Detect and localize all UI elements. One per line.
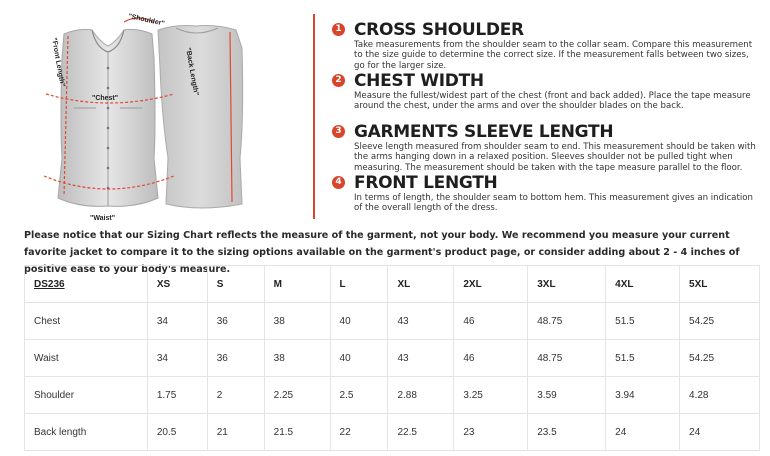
step-front-length [332, 173, 762, 224]
sizing-notice: Please notice that our Sizing Chart reflects the measure of the garment, not your body. We recommend you measure your current favorite jacket to compare it to the sizing options available on the garment's product page, or consider adding about 2 - 4 inches of positive ease to your body's measure. [24, 230, 740, 275]
row-label: Shoulder [25, 377, 148, 414]
step-sleeve-length [332, 122, 762, 173]
step-number-badge: 4 [332, 176, 345, 189]
table-cell: 22 [330, 414, 388, 451]
style-code-header: DS236 [25, 266, 148, 303]
table-cell: 3.25 [454, 377, 528, 414]
table-cell: 46 [454, 340, 528, 377]
step-description: Sleeve length measured from shoulder seam to end. This measurement should be taken with the arms hanging down in a relaxed position. Sleeves shoulder not be pulled tight when measuring. The measurement should be taken with the tape measure parallel to the floor. [354, 142, 756, 173]
row-label: Waist [25, 340, 148, 377]
table-cell: 24 [680, 414, 760, 451]
step-title: CROSS SHOULDER [354, 20, 524, 40]
table-cell: 3.59 [528, 377, 606, 414]
size-header: XS [147, 266, 207, 303]
table-cell: 22.5 [388, 414, 454, 451]
table-cell: 38 [264, 303, 330, 340]
table-cell: 48.75 [528, 303, 606, 340]
table-row [25, 414, 760, 451]
table-cell: 20.5 [147, 414, 207, 451]
table-cell: 21 [207, 414, 264, 451]
step-cross-shoulder [332, 20, 762, 71]
measurement-instructions [332, 20, 762, 224]
table-cell: 40 [330, 303, 388, 340]
table-cell: 2.25 [264, 377, 330, 414]
table-cell: 43 [388, 340, 454, 377]
waist-label: "Waist" [90, 215, 116, 222]
table-cell: 54.25 [680, 340, 760, 377]
table-cell: 2 [207, 377, 264, 414]
row-label: Chest [25, 303, 148, 340]
table-row [25, 303, 760, 340]
back-length-label: "Back Length" [184, 47, 200, 97]
size-header: L [330, 266, 388, 303]
table-cell: 4.28 [680, 377, 760, 414]
table-cell: 36 [207, 340, 264, 377]
chest-label: "Chest" [92, 95, 119, 102]
size-header: 4XL [606, 266, 680, 303]
size-chart-table [24, 265, 760, 451]
table-cell: 34 [147, 303, 207, 340]
table-row [25, 340, 760, 377]
vest-measurement-diagram [26, 8, 288, 223]
table-cell: 38 [264, 340, 330, 377]
row-label: Back length [25, 414, 148, 451]
step-title: GARMENTS SLEEVE LENGTH [354, 122, 614, 142]
size-header: S [207, 266, 264, 303]
step-title: CHEST WIDTH [354, 71, 484, 91]
size-header: M [264, 266, 330, 303]
table-cell: 23.5 [528, 414, 606, 451]
table-cell: 1.75 [147, 377, 207, 414]
table-cell: 46 [454, 303, 528, 340]
shoulder-label: "Shoulder" [127, 13, 166, 28]
step-number-badge: 3 [332, 125, 345, 138]
table-cell: 48.75 [528, 340, 606, 377]
step-number-badge: 1 [332, 23, 345, 36]
table-cell: 54.25 [680, 303, 760, 340]
table-cell: 3.94 [606, 377, 680, 414]
table-cell: 2.88 [388, 377, 454, 414]
vest-illustration [26, 8, 288, 223]
size-header: 2XL [454, 266, 528, 303]
table-cell: 36 [207, 303, 264, 340]
table-cell: 40 [330, 340, 388, 377]
table-cell: 51.5 [606, 340, 680, 377]
section-divider [313, 14, 315, 219]
step-number-badge: 2 [332, 74, 345, 87]
size-header: 5XL [680, 266, 760, 303]
table-cell: 34 [147, 340, 207, 377]
step-title: FRONT LENGTH [354, 173, 498, 193]
step-description: Take measurements from the shoulder seam to the collar seam. Compare this measurement to the size guide to determine the correct size. If the measurement falls between two sizes, go for the larger size. [354, 40, 753, 71]
table-cell: 24 [606, 414, 680, 451]
table-cell: 2.5 [330, 377, 388, 414]
size-header: 3XL [528, 266, 606, 303]
table-cell: 21.5 [264, 414, 330, 451]
table-cell: 23 [454, 414, 528, 451]
step-chest-width [332, 71, 762, 122]
table-row [25, 377, 760, 414]
table-cell: 43 [388, 303, 454, 340]
table-cell: 51.5 [606, 303, 680, 340]
front-length-label: "Front Length" [50, 37, 66, 88]
step-description: Measure the fullest/widest part of the chest (front and back added). Place the tape measure around the chest, under the arms and over the shoulder blades on the back. [354, 91, 751, 112]
step-description: In terms of length, the shoulder seam to bottom hem. This measurement gives an indication of the overall length of the dress. [354, 193, 753, 214]
table-header-row [25, 266, 760, 303]
size-header: XL [388, 266, 454, 303]
